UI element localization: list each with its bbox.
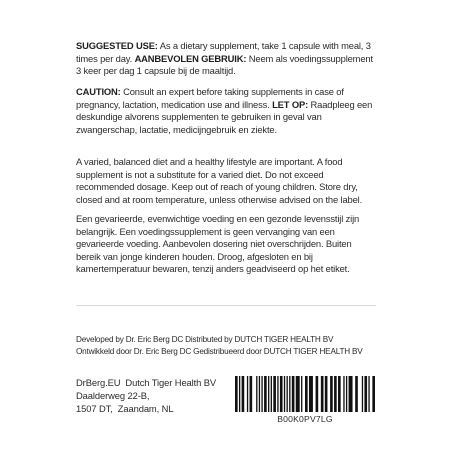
barcode-bars	[233, 376, 377, 414]
let-op-text: Raadpleeg een deskundige alvorens supplementen te gebruiken in geval van zwangerschap, lactatie, medicijngebruik en ziekte.	[76, 98, 373, 135]
barcode-bar	[256, 376, 257, 412]
barcode-bar	[305, 376, 308, 412]
barcode-bar	[364, 376, 367, 412]
barcode-bar	[289, 376, 290, 412]
barcode-bar	[239, 376, 240, 412]
suggested-use-text: As a dietary supplement, take 1 capsule with meal, 3 times per day.	[76, 40, 371, 64]
aanbevolen-gebruik-heading: AANBEVOLEN GEBRUIK:	[134, 52, 247, 64]
barcode-bar	[346, 376, 347, 412]
barcode-bar	[247, 376, 248, 412]
barcode-number: B00K0PV7LG	[277, 414, 333, 424]
developer-line-en: Developed by Dr. Eric Berg DC Distributed by DUTCH TIGER HEALTH BV	[76, 335, 334, 344]
barcode-bar	[372, 376, 375, 412]
barcode-bar	[284, 376, 285, 412]
barcode-bar	[242, 376, 245, 412]
disclaimer-en: A varied, balanced diet and a healthy lifestyle are important. A food supplement is not a substitute for a varied diet. Do not exceed recommended dosage. Keep out of reach of young children. Store dry, closed and at room temperature, unless otherwise advised on the label.	[76, 156, 363, 205]
barcode-bar	[296, 376, 300, 412]
barcode-bar	[343, 376, 344, 412]
caution-section	[76, 86, 376, 136]
aanbevolen-gebruik-text: Neem als voedingssupplement 3 keer per dag 1 capsule bij de maaltijd.	[76, 52, 373, 77]
company-address	[76, 376, 236, 415]
barcode-bar	[235, 376, 238, 412]
let-op-heading: LET OP:	[272, 98, 309, 110]
barcode-bar	[273, 376, 276, 412]
barcode-bar	[368, 376, 369, 412]
address-line-1: DrBerg.EU Dutch Tiger Health BV	[76, 377, 217, 388]
address-line-2: Daalderweg 22-B,	[76, 390, 150, 401]
suggested-use-section	[76, 40, 376, 78]
section-divider	[76, 305, 376, 306]
barcode-bar	[362, 376, 363, 412]
barcode-bar	[334, 376, 337, 412]
disclaimer-nl: Een gevarieerde, evenwichtige voeding en een gezonde levensstijl zijn belangrijk. Een voedingssupplement is geen vervanging van een gevarieerde voeding. Aanbevolen dosering niet overschrijden. Buiten bereik van jonge kinderen houden. Droog, afgesloten en bij kamertemperatuur bewaren, tenzij anders geadviseerd op het etiket.	[76, 213, 360, 275]
caution-text: Consult an expert before taking supplements in case of pregnancy, lactation, medication use and illness.	[76, 86, 344, 110]
barcode-bar	[330, 376, 333, 412]
barcode-bar	[292, 376, 295, 412]
barcode-bar	[259, 376, 260, 412]
barcode	[233, 376, 377, 428]
barcode-bar	[277, 376, 278, 412]
barcode-bar	[287, 376, 288, 412]
barcode-bar	[264, 376, 267, 412]
barcode-bar	[355, 376, 358, 412]
address-line-3: 1507 DT, Zaandam, NL	[76, 403, 174, 414]
barcode-bar	[325, 376, 328, 412]
barcode-bar	[309, 376, 313, 412]
barcode-bar	[268, 376, 269, 412]
barcode-bar	[316, 376, 319, 412]
barcode-bar	[321, 376, 324, 412]
caution-heading: CAUTION:	[76, 86, 121, 97]
barcode-bar	[338, 376, 341, 412]
barcode-bar	[250, 376, 253, 412]
developer-line-nl: Ontwikkeld door Dr. Eric Berg DC Gedistribueerd door DUTCH TIGER HEALTH BV	[76, 347, 363, 356]
barcode-bar	[301, 376, 302, 412]
suggested-use-heading: SUGGESTED USE:	[76, 40, 158, 51]
barcode-bar	[261, 376, 262, 412]
barcode-bar	[349, 376, 353, 412]
barcode-bar	[271, 376, 272, 412]
barcode-bar	[280, 376, 283, 412]
